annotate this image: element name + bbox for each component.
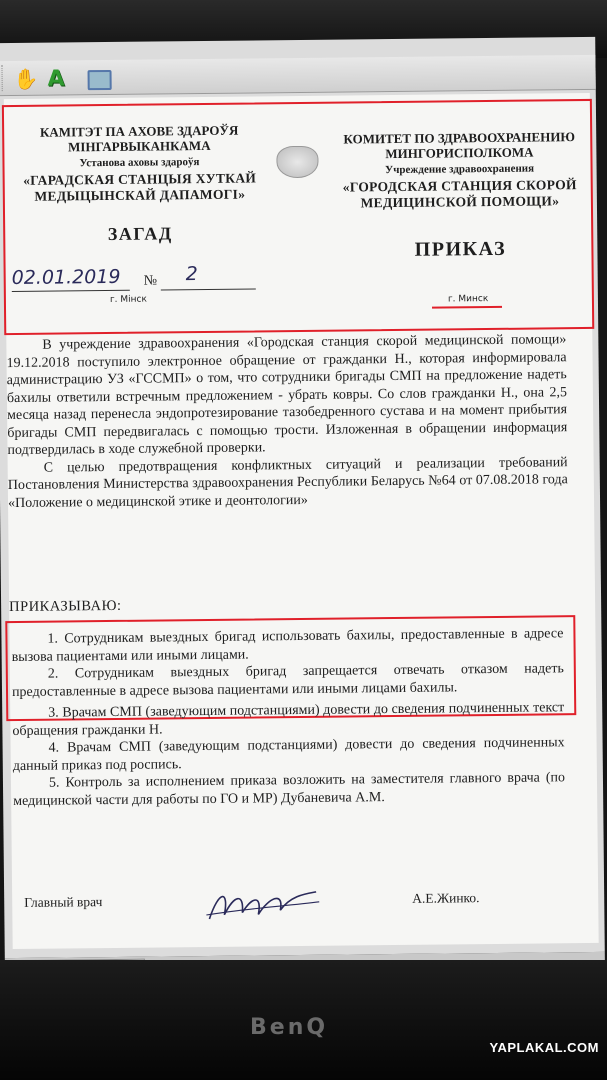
institution-type-ru: Учреждение здравоохранения xyxy=(385,162,535,177)
order-heading: ПРИКАЗЫВАЮ: xyxy=(9,597,122,616)
monitor-screen xyxy=(0,37,605,958)
paragraph-2: С целью предотвращения конфликтных ситуаций и реализации требований Постановления Министерства здравоохранения Республики Беларусь №64 от 07.08.2018 года «Положение о медицинской этике и деонтологии» xyxy=(7,454,568,511)
body-intro xyxy=(6,331,568,512)
order-number: 2 xyxy=(185,263,198,286)
city-ru: г. Минск xyxy=(447,294,489,305)
doc-type-ru: ПРИКАЗ xyxy=(414,237,507,261)
header-right xyxy=(324,129,595,263)
hand-tool-icon[interactable]: ✋ xyxy=(13,66,39,91)
order-item-2: 2. Сотрудникам выездных бригад запрещается отвечать отказом надеть предоставленные в адресе вызова пациентами или иными лицами бахилы. xyxy=(11,661,564,700)
order-items xyxy=(11,625,565,810)
order-item-4: 4. Врачам СМП (заведующим подстанциями) довести до сведения подчиненных данный приказ под роспись. xyxy=(12,735,565,774)
org-name-by: КАМІТЭТ ПА АХОВЕ ЗДАРОЎЯ МІНГАРВЫКАНКАМА xyxy=(39,122,239,155)
monitor-brand-logo: BenQ xyxy=(250,1015,329,1040)
signatory-title: Главный врач xyxy=(24,894,103,910)
paragraph-1: В учреждение здравоохранения «Городская станция скорой медицинской помощи» 19.12.2018 поступило электронное обращение от гражданки Н., которая информировала администрацию УЗ «ГССМП» о том, что сотрудники бригады СМП на предложение надеть бахилы ответили встречным предложением - убрать ковры. Со слов гражданки Н., она 2,5 месяца назад перенесла эндопротезирование тазобедренного сустава и на момент прибытия бригады СМП передвигалась с помощью трости. Изложенная в обращении информация подтвердилась в ходе служебной проверки. xyxy=(6,332,568,459)
institution-name-ru: «ГОРОДСКАЯ СТАНЦИЯ СКОРОЙ МЕДИЦИНСКОЙ ПОМОЩИ» xyxy=(342,177,577,211)
city-by: г. Мінск xyxy=(109,294,147,305)
text-tool-icon[interactable]: A xyxy=(47,66,65,92)
order-item-3: 3. Врачам СМП (заведующим подстанциями) довести до сведения подчиненных текст обращения гражданки Н. xyxy=(12,700,565,739)
institution-name-by: «ГАРАДСКАЯ СТАНЦЫЯ ХУТКАЙ МЕДЫЦЫНСКАЙ ДАПАМОГІ» xyxy=(23,170,257,204)
order-item-5: 5. Контроль за исполнением приказа возложить на заместителя главного врача (по медицинской части для работы по ГО и МР) Дубаневича А.М. xyxy=(13,770,566,809)
handwritten-signature xyxy=(204,884,324,925)
signatory-name: А.Е.Жинко. xyxy=(412,890,480,906)
order-date: 02.01.2019 xyxy=(11,265,121,290)
institution-type-by: Установа аховы здароўя xyxy=(79,156,200,170)
document-page xyxy=(4,93,599,949)
image-tool-icon[interactable] xyxy=(88,70,112,90)
number-sign: № xyxy=(143,273,158,289)
doc-type-by: ЗАГАД xyxy=(107,223,173,244)
org-name-ru: КОМИТЕТ ПО ЗДРАВООХРАНЕНИЮ МИНГОРИСПОЛКОМА xyxy=(343,129,576,162)
order-item-1: 1. Сотрудникам выездных бригад использовать бахилы, предоставленные в адресе вызова пациентами или иными лицами. xyxy=(11,626,564,665)
viewer-toolbar xyxy=(0,55,596,96)
site-watermark: YAPLAKAL.COM xyxy=(489,1040,599,1055)
header-left xyxy=(4,122,275,246)
toolbar-grip xyxy=(1,65,4,91)
